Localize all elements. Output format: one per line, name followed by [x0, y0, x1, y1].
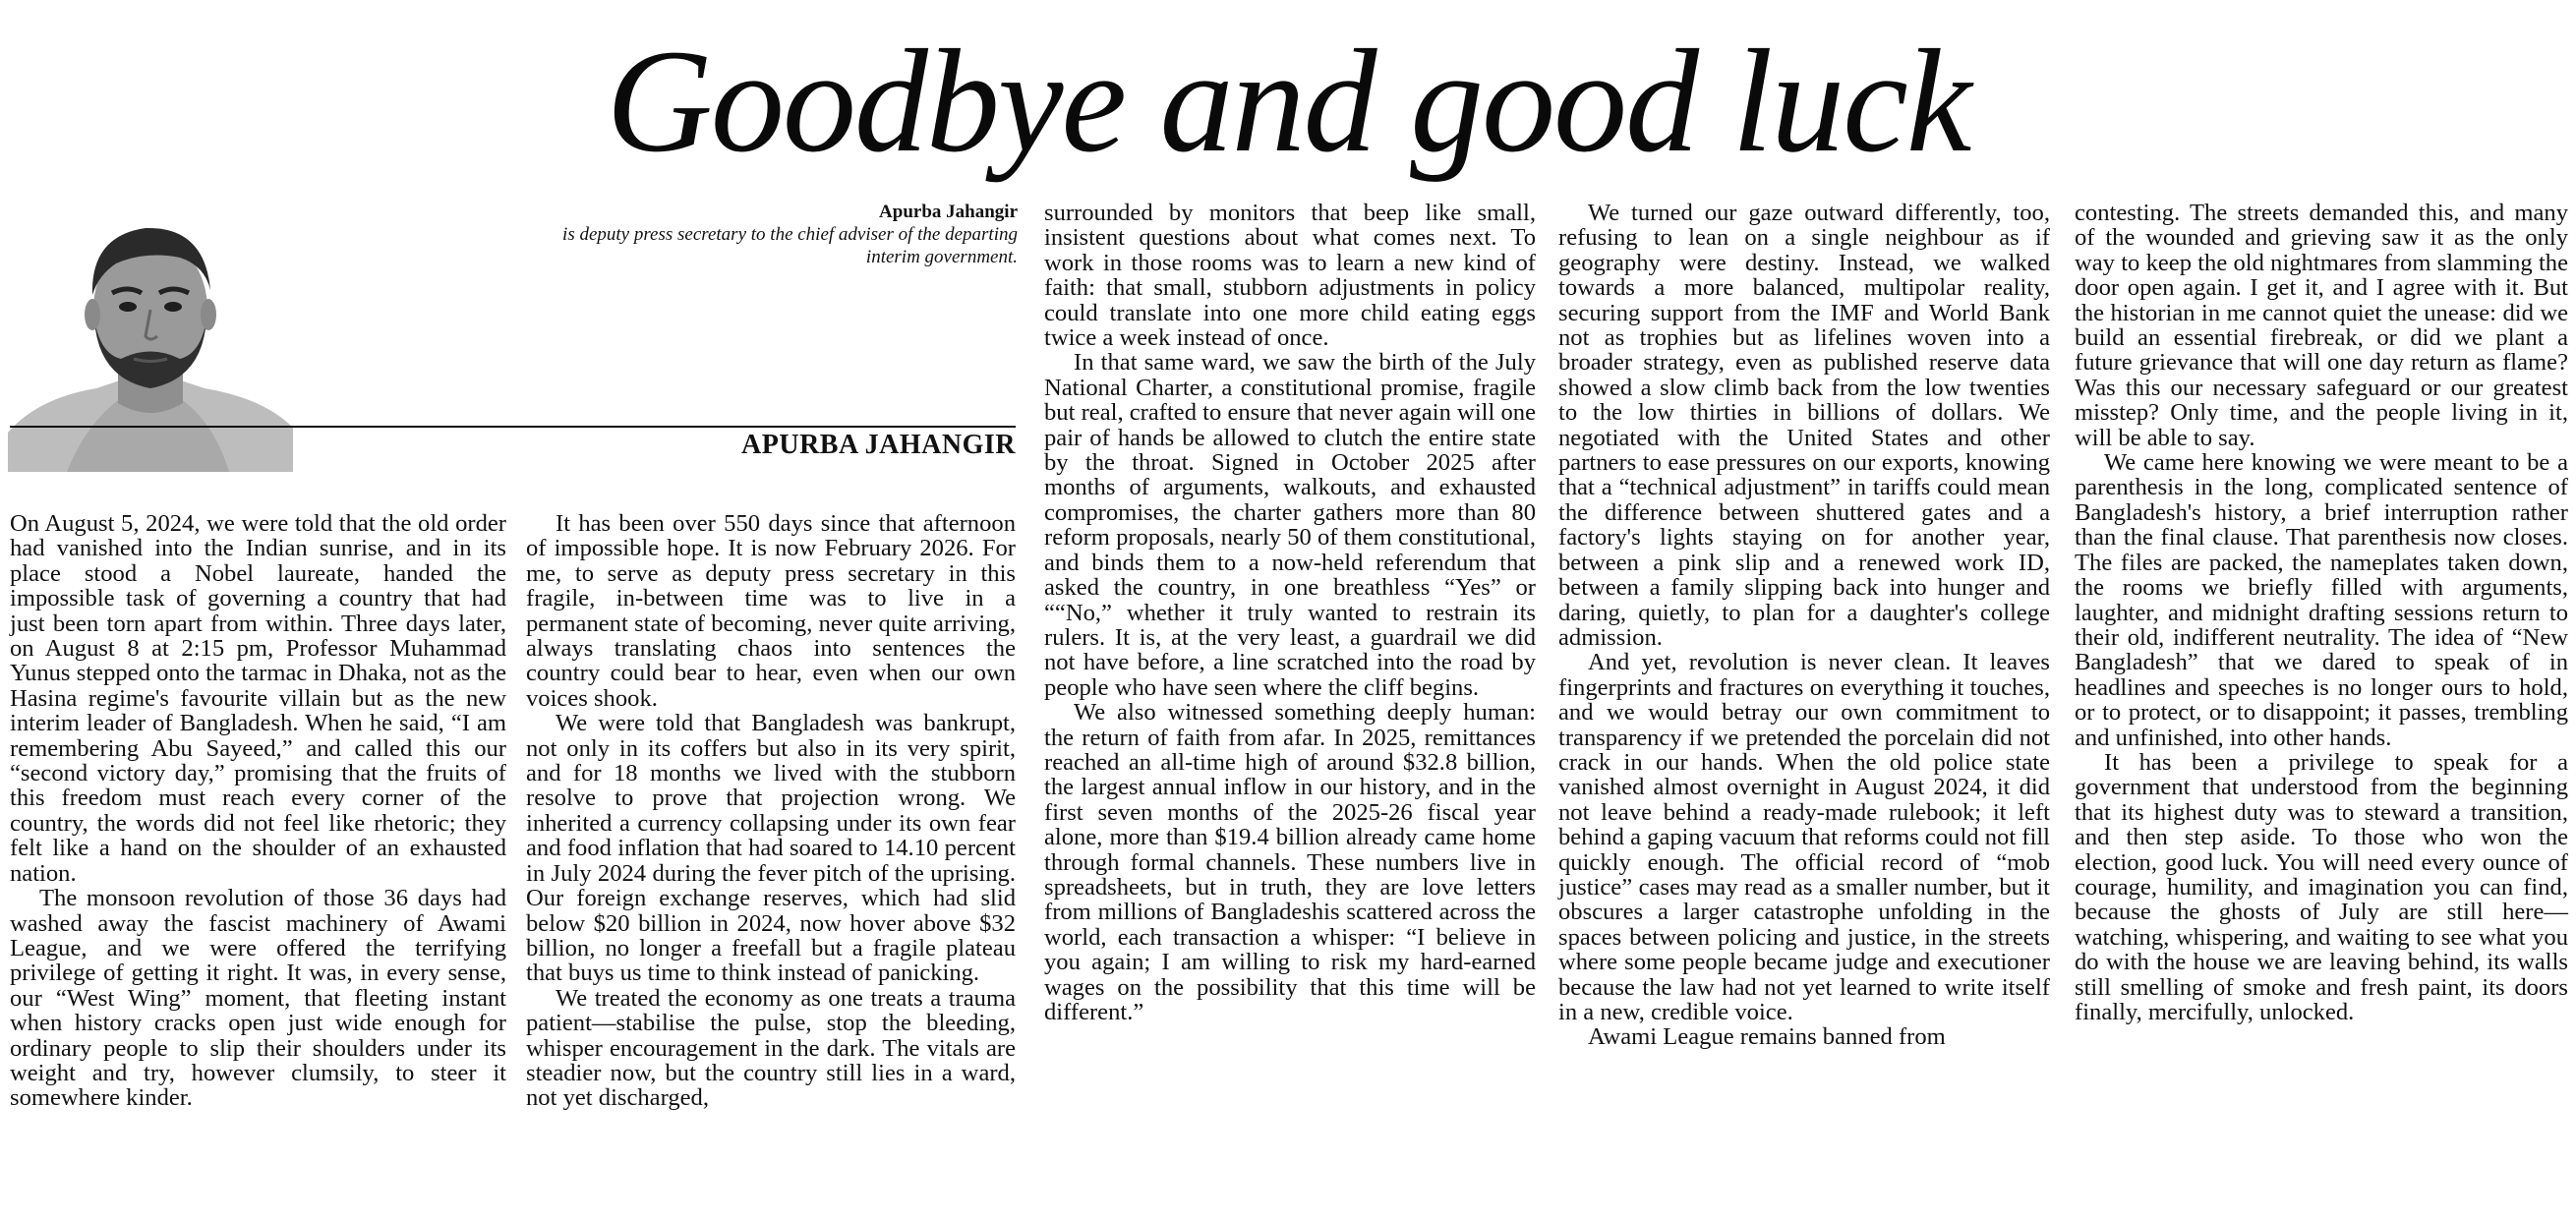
byline: APURBA JAHANGIR	[741, 430, 1016, 460]
author-description: is deputy press secretary to the chief adviser of the departing interim government.	[562, 224, 1018, 267]
paragraph: The monsoon revolution of those 36 days had washed away the fascist machinery of Awami League, and we were offered the terrifying privilege of getting it right. It was, in every sense, our “West Wing” moment, that fleeting instant when history cracks open just wide enough for ordinary people to slip their shoulders under its weight and try, however clumsily, to steer it somewhere kinder.	[10, 885, 506, 1112]
paragraph: We came here knowing we were meant to be a parenthesis in the long, complicated sentence of Bangladesh's history, a brief interruption rather than the final clause. That parenthesis now closes. The files are packed, the nameplates taken down, the rooms we briefly filled with arguments, laughter, and midnight drafting sessions return to their old, indifferent neutrality. The idea of “New Bangladesh” that we dared to speak of in headlines and speeches is no longer ours to hold, or to protect, or to disappoint; it passes, trembling and unfinished, into other hands.	[2075, 449, 2568, 751]
article-column-5	[2075, 201, 2568, 1024]
headline: Goodbye and good luck	[606, 20, 1970, 183]
paragraph: We were told that Bangladesh was bankrupt, not only in its coffers but also in its very spirit, and for 18 months we lived with the stubborn resolve to prove that projection wrong. We inherited a currency collapsing under its own fear and food inflation that had soared to 14.10 percent in July 2024 during the fever pitch of the uprising. Our foreign exchange reserves, which had slid below $20 billion in 2024, now hover above $32 billion, no longer a freefall but a fragile plateau that buys us time to think instead of panicking.	[526, 710, 1016, 987]
paragraph: On August 5, 2024, we were told that the old order had vanished into the Indian sunrise, and in its place stood a Nobel laureate, handed the impossible task of governing a country that had just been torn apart from within. Three days later, on August 8 at 2:15 pm, Professor Muhammad Yunus stepped onto the tarmac in Dhaka, not as the Hasina regime's favourite villain but as the new interim leader of Bangladesh. When he said, “I am remembering Abu Sayeed,” and called this our “second victory day,” promising that the fruits of this freedom must reach every corner of the country, the words did not feel like rhetoric; they felt like a hand on the shoulder of an exhausted nation.	[10, 510, 506, 887]
paragraph: In that same ward, we saw the birth of the July National Charter, a constitutional promise, fragile but real, crafted to ensure that never again will one pair of hands be allowed to clutch the entire state by the throat. Signed in October 2025 after months of arguments, walkouts, and exhausted compromises, the charter gathers more than 80 reform proposals, nearly 50 of them constitutional, and binds them to a now-held referendum that asked the country, in one breathless “Yes” or ““No,” whether it truly wanted to restrain its rulers. It is, at the very least, a guardrail we did not have before, a line scratched into the road by people who have seen where the cliff begins.	[1044, 349, 1536, 701]
paragraph: It has been a privilege to speak for a government that understood from the beginning that its highest duty was to steward a transition, and then step aside. To those who won the election, good luck. You will need every ounce of courage, humility, and imagination you can find, because the ghosts of July are still here—watching, whispering, and waiting to see what you do with the house we are leaving behind, its walls still smelling of smoke and fresh paint, its doors finally, mercifully, unlocked.	[2075, 748, 2568, 1025]
paragraph: We also witnessed something deeply human: the return of faith from afar. In 2025, remittances reached an all-time high of around $32.8 billion, the largest annual inflow in our history, and in the first seven months of the 2025-26 fiscal year alone, more than $19.4 billion already came home through formal channels. These numbers live in spreadsheets, but in truth, they are love letters from millions of Bangladeshis scattered across the world, each transaction a whisper: “I believe in you again; I am willing to risk my hard-earned wages on the possibility that this time will be different.”	[1044, 699, 1536, 1025]
paragraph: Awami League remains banned from	[1588, 1023, 1946, 1051]
paragraph: We treated the economy as one treats a trauma patient—stabilise the pulse, stop the bleeding, whisper encouragement in the dark. The vitals are steadier now, but the country still lies in a ward, not yet discharged,	[526, 984, 1016, 1112]
article-column-3	[1044, 201, 1536, 1024]
paragraph: We turned our gaze outward differently, too, refusing to lean on a single neighbour as if geography were destiny. Instead, we walked towards a more balanced, multipolar reality, securing support from the IMF and World Bank not as trophies but as lifelines woven into a broader strategy, even as published reserve data showed a slow climb back from the low twenties to the low thirties in billions of dollars. We negotiated with the United States and other partners to ease pressures on our exports, knowing that a “technical adjustment” in tariffs could mean the difference between shuttered gates and a factory's lights staying on for another year, between a pink slip and a renewed work ID, between a family slipping back into hunger and daring, quietly, to plan for a daughter's college admission.	[1558, 200, 2050, 651]
author-bio	[551, 201, 1018, 268]
paragraph: It has been over 550 days since that afternoon of impossible hope. It is now February 2026. For me, to serve as deputy press secretary in this fragile, in-between time was to live in a permanent state of becoming, never quite arriving, always translating chaos into sentences the country could bear to hear, even when our own voices shook.	[526, 510, 1016, 712]
paragraph: surrounded by monitors that beep like small, insistent questions about what comes next. To work in those rooms was to learn a new kind of faith: that small, stubborn adjustments in policy could translate into one more child eating eggs twice a week instead of once.	[1044, 200, 1536, 352]
paragraph: contesting. The streets demanded this, and many of the wounded and grieving saw it as the only way to keep the old nightmares from slamming the door open again. I get it, and I agree with it. But the historian in me cannot quiet the unease: did we build an essential firebreak, or did we plant a future grievance that will one day return as flame? Was this our necessary safeguard or our greatest misstep? Only time, and the people living in it, will be able to say.	[2075, 200, 2568, 451]
article-column-1	[10, 511, 506, 1111]
paragraph: And yet, revolution is never clean. It leaves fingerprints and fractures on everything it touches, and we would betray our own commitment to transparency if we pretended the porcelain did not crack in our hands. When the old police state vanished almost overnight in August 2024, it did not leave behind a ready-made rulebook; it left behind a gaping vacuum that reforms could not fill quickly enough. The official record of “mob justice” cases may read as a smaller number, but it obscures a larger catastrophe unfolding in the spaces between policing and justice, in the streets where some people became judge and executioner because the law had not yet learned to write itself in a new, credible voice.	[1558, 649, 2050, 1025]
author-name: Apurba Jahangir	[879, 202, 1018, 222]
author-portrait	[8, 197, 293, 472]
article-column-4	[1558, 201, 2050, 1050]
article-column-2	[526, 511, 1016, 1111]
byline-divider	[10, 426, 1016, 428]
